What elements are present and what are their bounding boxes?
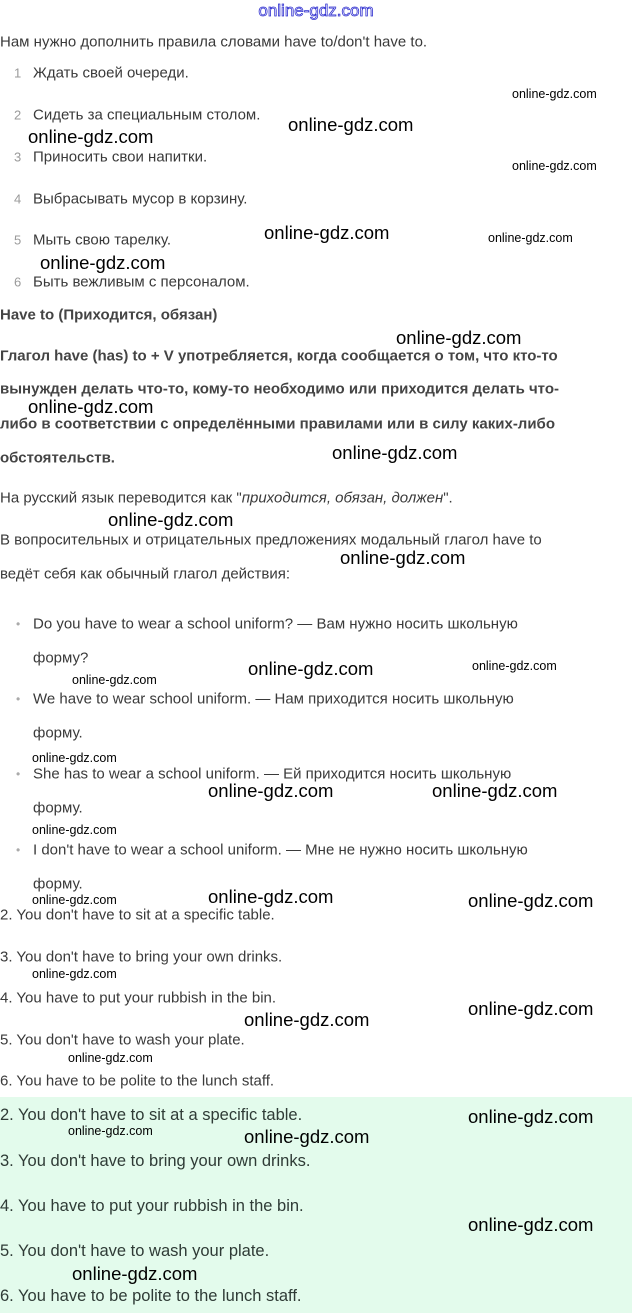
rule-number: 5: [14, 232, 22, 248]
final-answer-line: 6. You have to be polite to the lunch staff.: [0, 1286, 302, 1305]
watermark: online-gdz.com: [40, 251, 166, 273]
watermark: online-gdz.com: [468, 1213, 594, 1235]
rule-item: Мыть свою тарелку.: [33, 231, 172, 249]
question-line-2: ведёт себя как обычный глагол действия:: [0, 565, 291, 583]
question-line-1: В вопросительных и отрицательных предложениях модальный глагол have to: [0, 531, 542, 549]
bullet-icon: •: [16, 767, 21, 781]
paragraph-line: обстоятельств.: [0, 449, 115, 467]
rule-item: Приносить свои напитки.: [33, 148, 208, 166]
bullet-icon: •: [16, 692, 21, 706]
answer-line: 3. You don't have to bring your own drinks.: [0, 948, 283, 966]
watermark: online-gdz.com: [32, 966, 117, 981]
watermark: online-gdz.com: [72, 1262, 198, 1284]
example-line: форму?: [33, 649, 89, 667]
paragraph-line: Глагол have (has) to + V употребляется, когда сообщается о том, что кто-то: [0, 347, 558, 365]
example-line: форму.: [33, 799, 83, 817]
translation-italic: приходится, обязан, должен: [241, 489, 444, 507]
watermark: online-gdz.com: [472, 658, 557, 673]
example-line: We have to wear school uniform. — Нам приходится носить школьную: [33, 690, 514, 708]
watermark: online-gdz.com: [488, 230, 573, 245]
rule-item: Ждать своей очереди.: [33, 64, 189, 82]
final-answer-line: 3. You don't have to bring your own drinks.: [0, 1151, 311, 1170]
watermark: online-gdz.com: [108, 508, 234, 530]
rule-item: Быть вежливым с персоналом.: [33, 273, 250, 291]
example-line: форму.: [33, 724, 83, 742]
bullet-icon: •: [16, 843, 21, 857]
example-line: I don't have to wear a school uniform. — Мне не нужно носить школьную: [33, 841, 528, 859]
task-intro: Нам нужно дополнить правила словами have to/don't have to.: [0, 33, 428, 51]
rule-item: Сидеть за специальным столом.: [33, 106, 261, 124]
watermark: online-gdz.com: [332, 441, 458, 463]
translation-prefix: На русский язык переводится как ": [0, 489, 242, 507]
rule-number: 2: [14, 107, 22, 123]
watermark: online-gdz.com: [208, 885, 334, 907]
watermark: online-gdz.com: [32, 750, 117, 765]
example-line: Do you have to wear a school uniform? — Вам нужно носить школьную: [33, 615, 518, 633]
watermark: online-gdz.com: [432, 779, 558, 801]
final-answer-line: 4. You have to put your rubbish in the bin.: [0, 1196, 304, 1215]
example-line: She has to wear a school uniform. — Ей приходится носить школьную: [33, 765, 512, 783]
watermark: online-gdz.com: [512, 86, 597, 101]
rule-number: 6: [14, 274, 22, 290]
final-answer-line: 5. You don't have to wash your plate.: [0, 1241, 270, 1260]
paragraph-line: либо в соответствии с определёнными правилами или в силу каких-либо: [0, 415, 555, 433]
watermark: online-gdz.com: [468, 997, 594, 1019]
watermark: online-gdz.com: [244, 1008, 370, 1030]
watermark: online-gdz.com: [68, 1123, 153, 1138]
watermark: online-gdz.com: [468, 889, 594, 911]
watermark: online-gdz.com: [28, 395, 154, 417]
watermark: online-gdz.com: [248, 657, 374, 679]
watermark: online-gdz.com: [340, 546, 466, 568]
watermark: online-gdz.com: [28, 125, 154, 147]
theory-heading: Have to (Приходится, обязан): [0, 306, 218, 324]
watermark: online-gdz.com: [264, 221, 390, 243]
paragraph-line: вынужден делать что-то, кому-то необходимо или приходится делать что-: [0, 380, 559, 398]
translation-line: [0, 491, 453, 506]
rule-number: 3: [14, 149, 22, 165]
watermark: online-gdz.com: [72, 672, 157, 687]
watermark: online-gdz.com: [32, 892, 117, 907]
watermark: online-gdz.com: [512, 158, 597, 173]
answer-line: 5. You don't have to wash your plate.: [0, 1031, 245, 1049]
watermark: online-gdz.com: [32, 822, 117, 837]
watermark: online-gdz.com: [396, 326, 522, 348]
rule-item: Выбрасывать мусор в корзину.: [33, 190, 248, 208]
header-watermark: online-gdz.com: [258, 1, 374, 20]
rule-number: 1: [14, 65, 22, 81]
watermark: online-gdz.com: [288, 113, 414, 135]
answer-line: 6. You have to be polite to the lunch staff.: [0, 1072, 275, 1090]
watermark: online-gdz.com: [468, 1105, 594, 1127]
rule-number: 4: [14, 191, 22, 207]
translation-suffix: ".: [443, 489, 453, 507]
watermark: online-gdz.com: [208, 779, 334, 801]
final-answer-line: 2. You don't have to sit at a specific table.: [0, 1105, 303, 1124]
answer-line: 2. You don't have to sit at a specific table.: [0, 906, 275, 924]
answer-line: 4. You have to put your rubbish in the bin.: [0, 989, 277, 1007]
example-line: форму.: [33, 875, 83, 893]
bullet-icon: •: [16, 617, 21, 631]
watermark: online-gdz.com: [68, 1050, 153, 1065]
watermark: online-gdz.com: [244, 1125, 370, 1147]
